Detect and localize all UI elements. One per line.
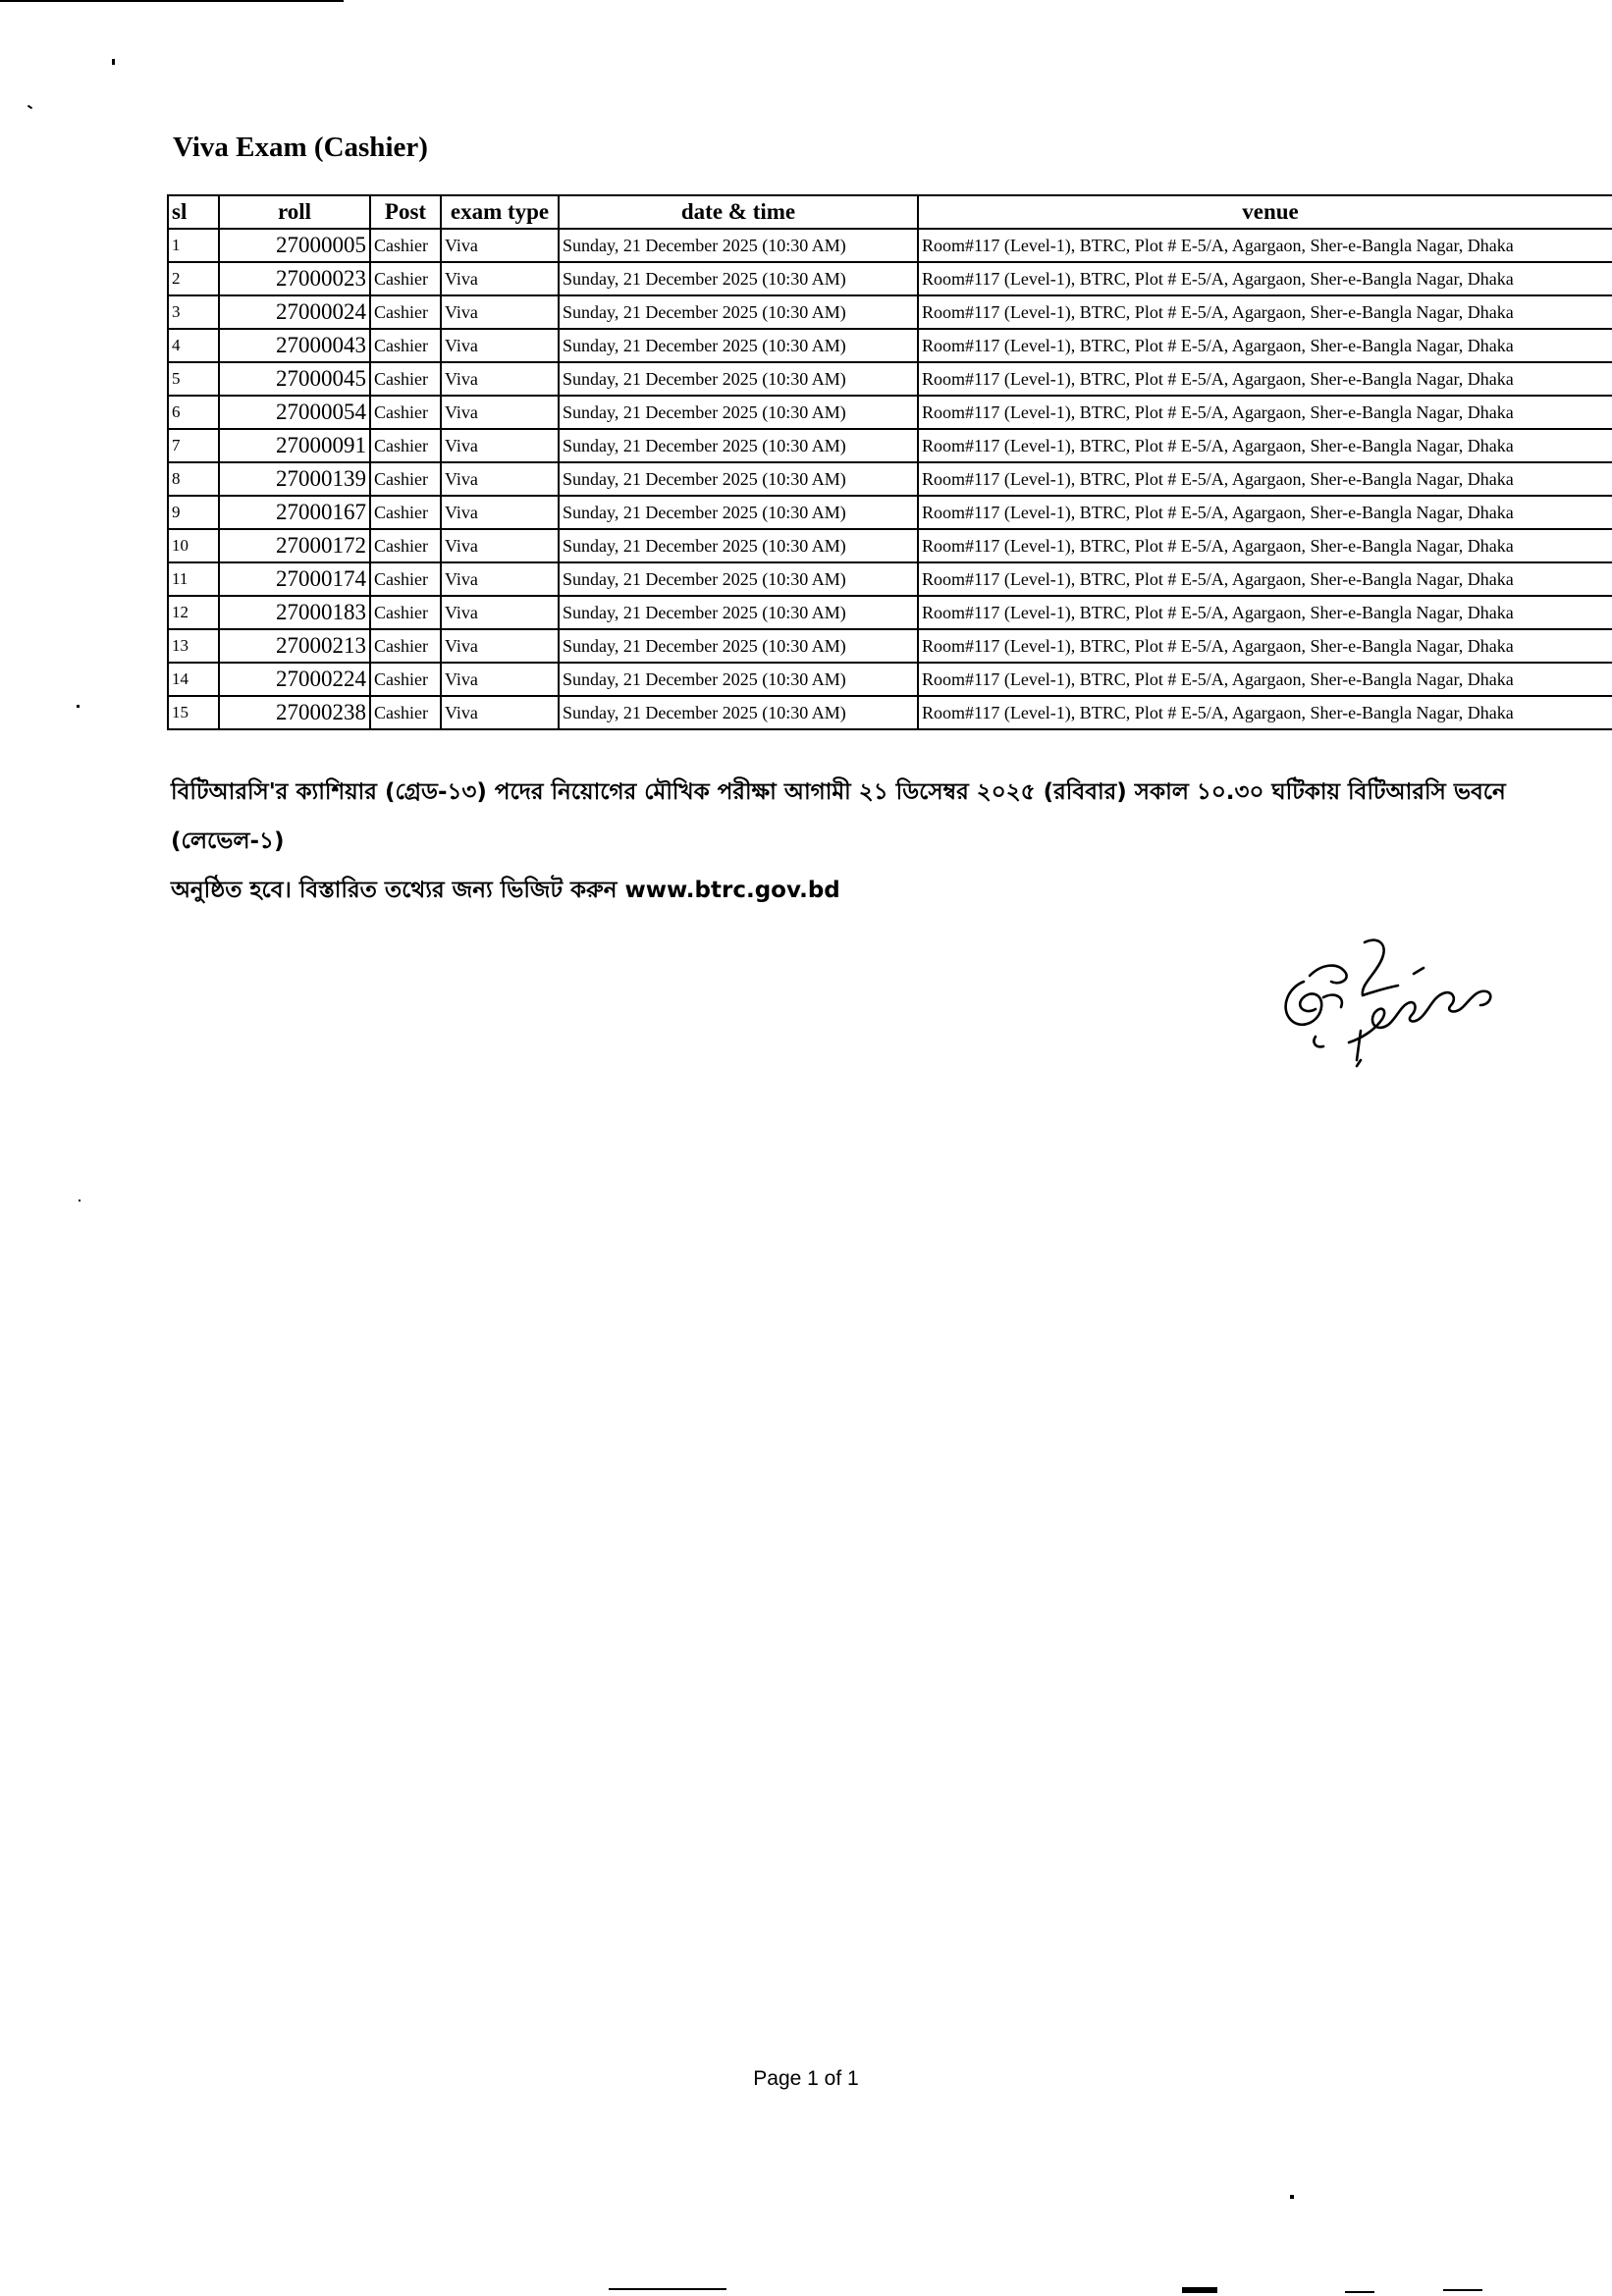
table-row <box>168 696 1612 729</box>
scan-artifact-dot <box>1290 2195 1294 2199</box>
column-header-exam-type: exam type <box>441 195 559 229</box>
notice-line-2: অনুষ্ঠিত হবে। বিস্তারিত তথ্যের জন্য ভিজিট করুন www.btrc.gov.bd <box>171 878 840 903</box>
cell-venue: Room#117 (Level-1), BTRC, Plot # E-5/A, Agargaon, Sher-e-Bangla Nagar, Dhaka <box>918 396 1612 429</box>
column-header-venue: venue <box>918 195 1612 229</box>
scan-artifact-bottom <box>609 2288 726 2290</box>
cell-date-time: Sunday, 21 December 2025 (10:30 AM) <box>559 295 918 329</box>
cell-date-time: Sunday, 21 December 2025 (10:30 AM) <box>559 529 918 562</box>
cell-post: Cashier <box>370 596 441 629</box>
cell-date-time: Sunday, 21 December 2025 (10:30 AM) <box>559 362 918 396</box>
cell-roll: 27000043 <box>219 329 370 362</box>
cell-exam-type: Viva <box>441 696 559 729</box>
table-row <box>168 629 1612 663</box>
cell-date-time: Sunday, 21 December 2025 (10:30 AM) <box>559 462 918 496</box>
cell-date-time: Sunday, 21 December 2025 (10:30 AM) <box>559 229 918 262</box>
cell-sl: 2 <box>168 262 219 295</box>
cell-post: Cashier <box>370 629 441 663</box>
cell-exam-type: Viva <box>441 396 559 429</box>
cell-roll: 27000139 <box>219 462 370 496</box>
table-row <box>168 462 1612 496</box>
cell-post: Cashier <box>370 663 441 696</box>
cell-sl: 11 <box>168 562 219 596</box>
cell-post: Cashier <box>370 696 441 729</box>
cell-post: Cashier <box>370 329 441 362</box>
cell-roll: 27000224 <box>219 663 370 696</box>
cell-roll: 27000167 <box>219 496 370 529</box>
scan-artifact-dot <box>79 1200 81 1201</box>
cell-exam-type: Viva <box>441 229 559 262</box>
table-row <box>168 229 1612 262</box>
table-row <box>168 295 1612 329</box>
column-header-post: Post <box>370 195 441 229</box>
cell-roll: 27000183 <box>219 596 370 629</box>
cell-sl: 8 <box>168 462 219 496</box>
cell-post: Cashier <box>370 462 441 496</box>
cell-venue: Room#117 (Level-1), BTRC, Plot # E-5/A, Agargaon, Sher-e-Bangla Nagar, Dhaka <box>918 629 1612 663</box>
cell-post: Cashier <box>370 262 441 295</box>
cell-venue: Room#117 (Level-1), BTRC, Plot # E-5/A, Agargaon, Sher-e-Bangla Nagar, Dhaka <box>918 329 1612 362</box>
cell-sl: 4 <box>168 329 219 362</box>
notice-line-1: বিটিআরসি'র ক্যাশিয়ার (গ্রেড-১৩) পদের নিয়োগের মৌখিক পরীক্ষা আগামী ২১ ডিসেম্বর ২০২৫ (রবিবার) সকাল ১০.৩০ ঘটিকায় বিটিআরসি ভবনে (লেভেল-১) <box>171 779 1506 854</box>
cell-sl: 1 <box>168 229 219 262</box>
cell-roll: 27000174 <box>219 562 370 596</box>
cell-roll: 27000213 <box>219 629 370 663</box>
cell-sl: 5 <box>168 362 219 396</box>
cell-sl: 10 <box>168 529 219 562</box>
cell-sl: 12 <box>168 596 219 629</box>
table-row <box>168 596 1612 629</box>
scan-artifact-bottom <box>1443 2289 1482 2291</box>
cell-sl: 3 <box>168 295 219 329</box>
column-header-sl: sl <box>168 195 219 229</box>
cell-post: Cashier <box>370 396 441 429</box>
cell-venue: Room#117 (Level-1), BTRC, Plot # E-5/A, Agargaon, Sher-e-Bangla Nagar, Dhaka <box>918 362 1612 396</box>
cell-venue: Room#117 (Level-1), BTRC, Plot # E-5/A, Agargaon, Sher-e-Bangla Nagar, Dhaka <box>918 229 1612 262</box>
cell-sl: 7 <box>168 429 219 462</box>
cell-date-time: Sunday, 21 December 2025 (10:30 AM) <box>559 629 918 663</box>
cell-date-time: Sunday, 21 December 2025 (10:30 AM) <box>559 329 918 362</box>
cell-venue: Room#117 (Level-1), BTRC, Plot # E-5/A, Agargaon, Sher-e-Bangla Nagar, Dhaka <box>918 562 1612 596</box>
table-row <box>168 496 1612 529</box>
bangla-notice <box>171 768 1545 915</box>
cell-exam-type: Viva <box>441 262 559 295</box>
cell-exam-type: Viva <box>441 429 559 462</box>
cell-roll: 27000054 <box>219 396 370 429</box>
cell-exam-type: Viva <box>441 496 559 529</box>
cell-roll: 27000172 <box>219 529 370 562</box>
cell-date-time: Sunday, 21 December 2025 (10:30 AM) <box>559 696 918 729</box>
column-header-date-time: date & time <box>559 195 918 229</box>
table-row <box>168 362 1612 396</box>
table-header-row <box>168 195 1612 229</box>
table-row <box>168 562 1612 596</box>
cell-venue: Room#117 (Level-1), BTRC, Plot # E-5/A, Agargaon, Sher-e-Bangla Nagar, Dhaka <box>918 529 1612 562</box>
cell-post: Cashier <box>370 362 441 396</box>
table-body <box>168 229 1612 729</box>
cell-venue: Room#117 (Level-1), BTRC, Plot # E-5/A, Agargaon, Sher-e-Bangla Nagar, Dhaka <box>918 496 1612 529</box>
cell-exam-type: Viva <box>441 629 559 663</box>
cell-exam-type: Viva <box>441 562 559 596</box>
cell-date-time: Sunday, 21 December 2025 (10:30 AM) <box>559 562 918 596</box>
cell-roll: 27000024 <box>219 295 370 329</box>
exam-schedule-table <box>167 194 1612 730</box>
table-row <box>168 396 1612 429</box>
cell-sl: 9 <box>168 496 219 529</box>
page-title: Viva Exam (Cashier) <box>173 132 428 163</box>
table-row <box>168 262 1612 295</box>
scan-artifact-dot <box>27 105 32 110</box>
cell-exam-type: Viva <box>441 462 559 496</box>
cell-roll: 27000023 <box>219 262 370 295</box>
cell-date-time: Sunday, 21 December 2025 (10:30 AM) <box>559 429 918 462</box>
handwritten-signature <box>1266 913 1512 1080</box>
cell-exam-type: Viva <box>441 596 559 629</box>
cell-roll: 27000045 <box>219 362 370 396</box>
scan-artifact-top-line <box>0 0 344 2</box>
page-number: Page 1 of 1 <box>753 2067 859 2090</box>
cell-sl: 6 <box>168 396 219 429</box>
scan-artifact-bottom <box>1182 2287 1217 2293</box>
cell-exam-type: Viva <box>441 329 559 362</box>
cell-venue: Room#117 (Level-1), BTRC, Plot # E-5/A, Agargaon, Sher-e-Bangla Nagar, Dhaka <box>918 596 1612 629</box>
cell-venue: Room#117 (Level-1), BTRC, Plot # E-5/A, Agargaon, Sher-e-Bangla Nagar, Dhaka <box>918 696 1612 729</box>
scan-artifact-dot <box>77 705 80 708</box>
cell-exam-type: Viva <box>441 362 559 396</box>
cell-venue: Room#117 (Level-1), BTRC, Plot # E-5/A, Agargaon, Sher-e-Bangla Nagar, Dhaka <box>918 295 1612 329</box>
cell-post: Cashier <box>370 529 441 562</box>
column-header-roll: roll <box>219 195 370 229</box>
cell-date-time: Sunday, 21 December 2025 (10:30 AM) <box>559 663 918 696</box>
table-row <box>168 429 1612 462</box>
table-row <box>168 663 1612 696</box>
cell-venue: Room#117 (Level-1), BTRC, Plot # E-5/A, Agargaon, Sher-e-Bangla Nagar, Dhaka <box>918 462 1612 496</box>
cell-venue: Room#117 (Level-1), BTRC, Plot # E-5/A, Agargaon, Sher-e-Bangla Nagar, Dhaka <box>918 262 1612 295</box>
table-row <box>168 529 1612 562</box>
scan-artifact-dot <box>112 59 115 65</box>
cell-post: Cashier <box>370 562 441 596</box>
table-row <box>168 329 1612 362</box>
cell-roll: 27000005 <box>219 229 370 262</box>
cell-roll: 27000238 <box>219 696 370 729</box>
cell-venue: Room#117 (Level-1), BTRC, Plot # E-5/A, Agargaon, Sher-e-Bangla Nagar, Dhaka <box>918 663 1612 696</box>
cell-sl: 13 <box>168 629 219 663</box>
cell-exam-type: Viva <box>441 663 559 696</box>
cell-date-time: Sunday, 21 December 2025 (10:30 AM) <box>559 596 918 629</box>
cell-roll: 27000091 <box>219 429 370 462</box>
cell-sl: 15 <box>168 696 219 729</box>
cell-post: Cashier <box>370 229 441 262</box>
scan-artifact-bottom <box>1345 2291 1374 2293</box>
cell-date-time: Sunday, 21 December 2025 (10:30 AM) <box>559 396 918 429</box>
cell-post: Cashier <box>370 295 441 329</box>
cell-exam-type: Viva <box>441 529 559 562</box>
cell-post: Cashier <box>370 429 441 462</box>
cell-exam-type: Viva <box>441 295 559 329</box>
cell-sl: 14 <box>168 663 219 696</box>
cell-venue: Room#117 (Level-1), BTRC, Plot # E-5/A, Agargaon, Sher-e-Bangla Nagar, Dhaka <box>918 429 1612 462</box>
cell-post: Cashier <box>370 496 441 529</box>
cell-date-time: Sunday, 21 December 2025 (10:30 AM) <box>559 262 918 295</box>
cell-date-time: Sunday, 21 December 2025 (10:30 AM) <box>559 496 918 529</box>
